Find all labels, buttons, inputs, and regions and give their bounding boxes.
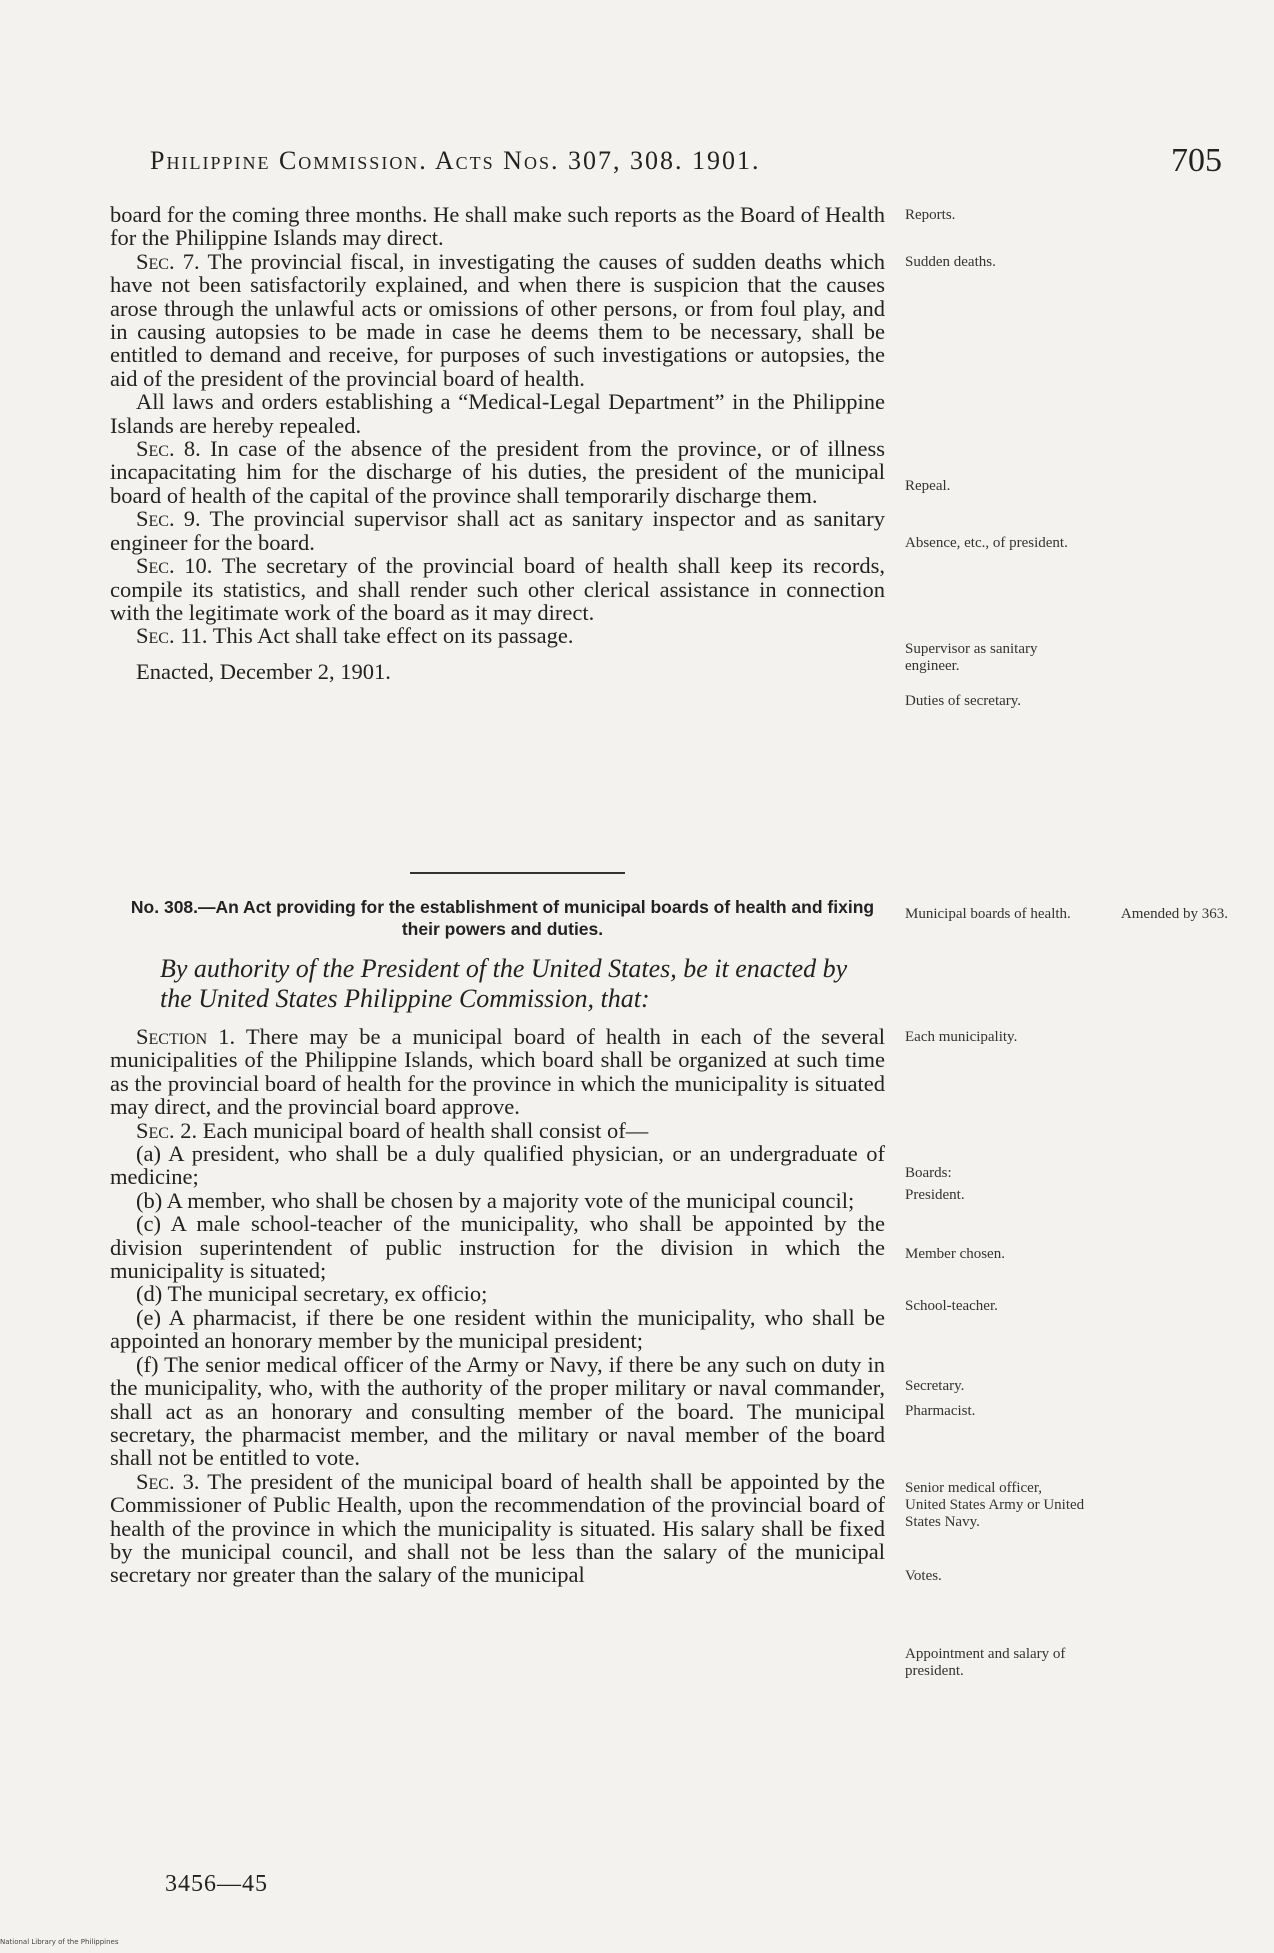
margin-note-school-teacher: School-teacher. xyxy=(905,1298,998,1314)
enacting-clause: By authority of the President of the United States, be it enacted by the United States Philippine Commission, that: xyxy=(160,954,848,1013)
section-text: The president of the municipal board of health shall be appointed by the Commissioner of Public Health, upon the recommendation of the provincial board of health of the province in which the municipality is situated. His salary shall be fixed by the municipal council, and shall not be less than the salary of the municipal secretary nor greater than the salary of the municipal xyxy=(110,1468,885,1588)
section-label: Sec. 3. xyxy=(136,1468,200,1494)
margin-note-duties-secretary: Duties of secretary. xyxy=(905,693,1022,709)
section-divider xyxy=(410,872,625,874)
section-label: Sec. 9. xyxy=(136,506,201,532)
clause-e: (e) A pharmacist, if there be one resident within the municipality, who shall be appointed an honorary member by the municipal president; xyxy=(110,1304,885,1354)
margin-note-secretary: Secretary. xyxy=(905,1378,965,1394)
paragraph-sec-8 xyxy=(110,437,885,507)
section-text: The provincial fiscal, in investigating the causes of sudden deaths which have not been satisfactorily explained, and when there is suspicion that the causes arose through the unlawful acts or omissions of other persons, or from foul play, and in causing autopsies to be made in case he deems them to be necessary, shall be entitled to demand and receive, for purposes of such investigations or autopsies, the aid of the president of the provincial board of health. xyxy=(110,248,886,391)
margin-note-votes: Votes. xyxy=(905,1568,942,1584)
margin-note-supervisor: Supervisor as sanitary engineer. xyxy=(905,641,1038,674)
section-text: Each municipal board of health shall consist of— xyxy=(202,1117,649,1143)
margin-note-appointment: Appointment and salary of president. xyxy=(905,1646,1066,1679)
section-label: Sec. 8. xyxy=(136,436,201,462)
margin-note-municipal-boards: Municipal boards of health. xyxy=(905,906,1071,922)
margin-note-sudden-deaths: Sudden deaths. xyxy=(905,254,996,270)
page-header xyxy=(150,142,1222,182)
section-label: Sec. 7. xyxy=(136,248,200,274)
signature-mark: 3456—45 xyxy=(165,1871,268,1897)
page-number: 705 xyxy=(1171,142,1222,179)
section-text: There may be a municipal board of health in each of the several municipalities of the Philippine Islands, which board shall be organized at such time as the provincial board of health for the province in which the municipality is situated may direct, and the provincial board approve. xyxy=(110,1024,886,1120)
margin-note-pharmacist: Pharmacist. xyxy=(905,1403,976,1419)
clause-b: (b) A member, who shall be chosen by a majority vote of the municipal council; xyxy=(136,1187,855,1213)
act-308-text xyxy=(110,1025,885,1587)
paragraph-sec-11 xyxy=(110,624,885,647)
paragraph-sec-2 xyxy=(110,1119,885,1142)
margin-note-each-municipality: Each municipality. xyxy=(905,1029,1018,1045)
paragraph-sec-10 xyxy=(110,554,885,624)
margin-note-boards: Boards: xyxy=(905,1165,952,1181)
paragraph-reports: board for the coming three months. He shall make such reports as the Board of Health for the Philippine Islands may direct. xyxy=(110,202,885,251)
clause-f: (f) The senior medical officer of the Army or Navy, if there be any such on duty in the municipality, who, with the authority of the proper military or naval commander, shall act as an honorary and consulting member of the board. The municipal secretary, the pharmacist member, and the military or naval member of the board shall not be entitled to vote. xyxy=(110,1351,885,1471)
paragraph-section-1 xyxy=(110,1025,885,1119)
library-imprint: National Library of the Philippines xyxy=(0,1938,119,1946)
section-text: This Act shall take effect on its passage. xyxy=(212,623,574,649)
paragraph-sec-3 xyxy=(110,1470,885,1587)
section-label: Section 1. xyxy=(136,1024,236,1049)
enacted-date: Enacted, December 2, 1901. xyxy=(136,658,391,684)
margin-note-reports: Reports. xyxy=(905,207,956,223)
margin-note-senior-medical: Senior medical officer, United States Army or United States Navy. xyxy=(905,1480,1085,1530)
paragraph-sec-7 xyxy=(110,250,885,390)
paragraph-repeal: All laws and orders establishing a “Medical-Legal Department” in the Philippine Islands are hereby repealed. xyxy=(110,389,885,438)
running-head: Philippine Commission. Acts Nos. 307, 308. 1901. xyxy=(150,146,761,175)
clause-a: (a) A president, who shall be a duly qualified physician, or an undergraduate of medicine; xyxy=(110,1141,885,1190)
section-text: The secretary of the provincial board of health shall keep its records, compile its statistics, and shall render such other clerical assistance in connection with the legitimate work of the board as it may direct. xyxy=(110,553,885,625)
margin-note-repeal: Repeal. xyxy=(905,478,951,494)
section-label: Sec. 10. xyxy=(136,553,213,579)
margin-note-absence: Absence, etc., of president. xyxy=(905,535,1068,551)
section-text: The provincial supervisor shall act as sanitary inspector and as sanitary engineer for the board. xyxy=(110,506,885,555)
section-label: Sec. 11. xyxy=(136,623,208,649)
section-label: Sec. 2. xyxy=(136,1117,198,1143)
margin-note-president: President. xyxy=(905,1187,965,1203)
act-307-text xyxy=(110,203,885,683)
clause-d: (d) The municipal secretary, ex officio; xyxy=(136,1281,488,1307)
margin-note-amended: Amended by 363. xyxy=(1120,906,1228,922)
section-text: In case of the absence of the president from the province, or of illness incapacitating him for the discharge of his duties, the president of the municipal board of health of the capital of the province shall temporarily discharge them. xyxy=(110,436,886,508)
margin-note-member-chosen: Member chosen. xyxy=(905,1246,1005,1262)
paragraph-sec-9 xyxy=(110,507,885,554)
clause-c: (c) A male school-teacher of the municipality, who shall be appointed by the division superintendent of public instruction for the division in which the municipality is situated; xyxy=(110,1211,885,1284)
act-308-title: No. 308.—An Act providing for the establishment of municipal boards of health and fixing their powers and duties. xyxy=(130,897,875,939)
